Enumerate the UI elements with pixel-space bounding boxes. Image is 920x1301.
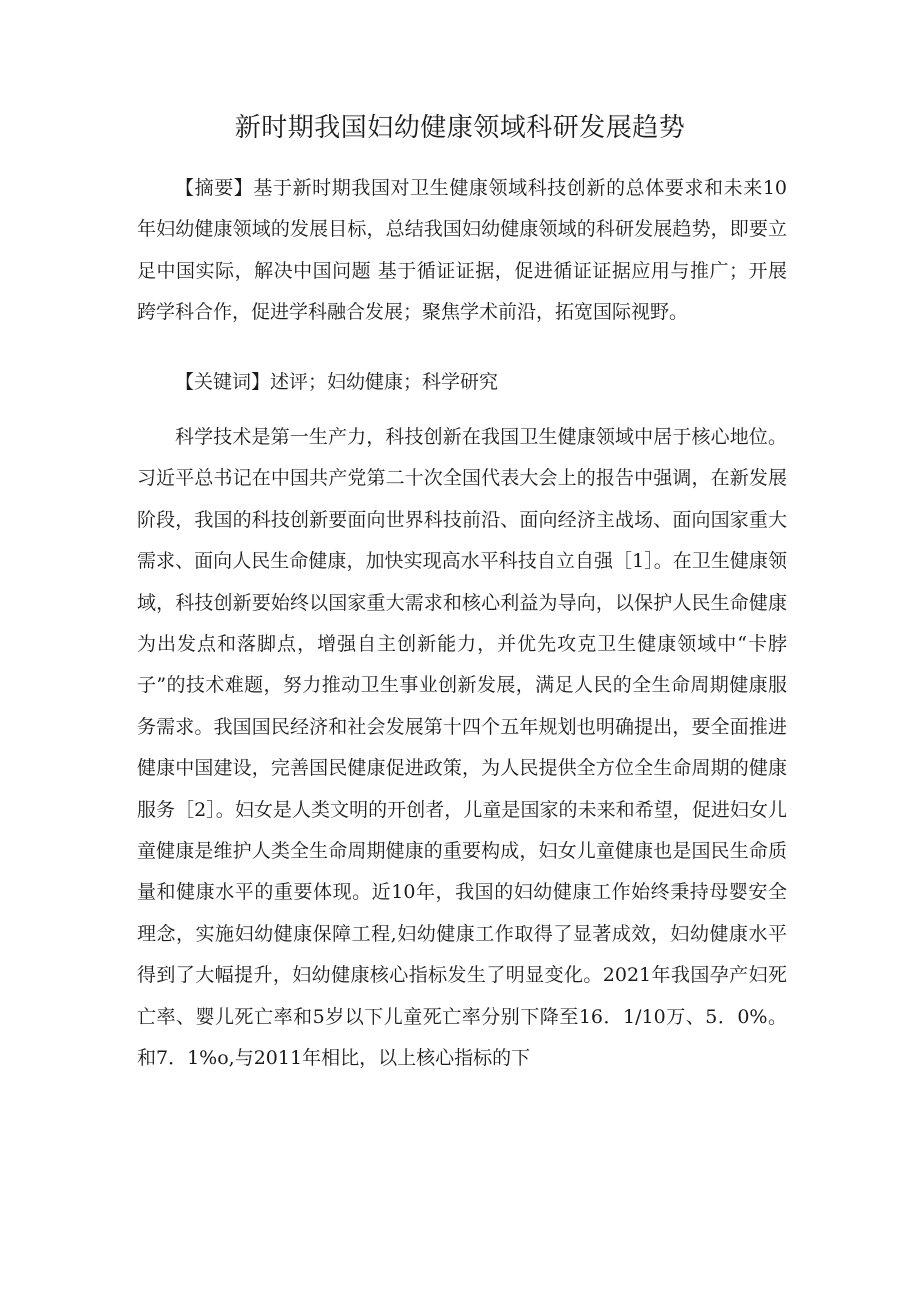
abstract-paragraph: 【摘要】基于新时期我国对卫生健康领域科技创新的总体要求和未来10年妇幼健康领域的发展目标，总结我国妇幼健康领域的科研发展趋势，即要立足中国实际，解决中国问题 基于循证证据，促进循证证据应用与推广；开展跨学科合作，促进学科融合发展；聚焦学术前沿，拓宽国际视野。 [137, 177, 787, 324]
body-paragraph: 科学技术是第一生产力，科技创新在我国卫生健康领域中居于核心地位。习近平总书记在中国共产党第二十次全国代表大会上的报告中强调，在新发展阶段，我国的科技创新要面向世界科技前沿、面向经济主战场、面向国家重大需求、面向人民生命健康，加快实现高水平科技自立自强［1］。在卫生健康领域，科技创新要始终以国家重大需求和核心利益为导向，以保护人民生命健康为出发点和落脚点，增强自主创新能力，并优先攻克卫生健康领域中“卡脖子”的技术难题，努力推动卫生事业创新发展，满足人民的全生命周期健康服务需求。我国国民经济和社会发展第十四个五年规划也明确提出，要全面推进健康中国建设，完善国民健康促进政策，为人民提供全方位全生命周期的健康服务［2］。妇女是人类文明的开创者，儿童是国家的未来和希望，促进妇女儿童健康是维护人类全生命周期健康的重要构成，妇女儿童健康也是国民生命质量和健康水平的重要体现。近10年，我国的妇幼健康工作始终秉持母婴安全理念，实施妇幼健康保障工程,妇幼健康工作取得了显著成效，妇幼健康水平得到了大幅提升，妇幼健康核心指标发生了明显变化。2021年我国孕产妇死亡率、婴儿死亡率和5岁以下儿童死亡率分别下降至16．1/10万、5．0%。和7．1%o,与2011年相比，以上核心指标的下 [137, 426, 787, 1070]
document-title: 新时期我国妇幼健康领域科研发展趋势 [234, 113, 686, 143]
keywords-paragraph: 【关键词】述评；妇幼健康；科学研究 [175, 371, 499, 393]
